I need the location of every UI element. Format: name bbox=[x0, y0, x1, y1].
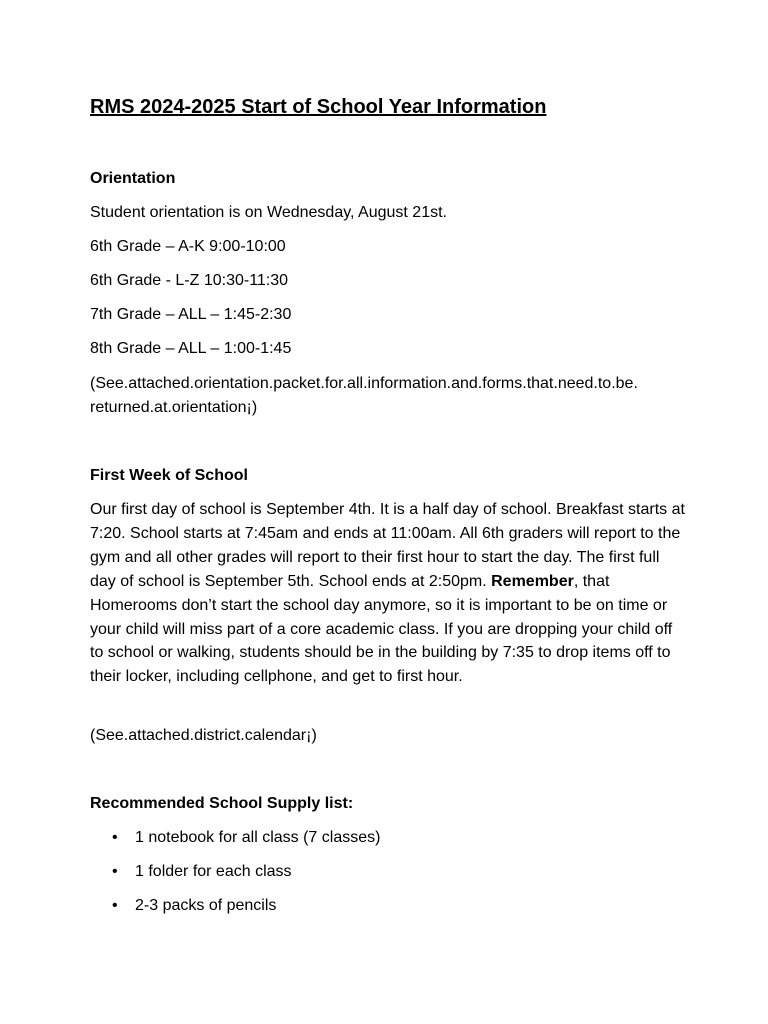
orientation-7th-line: 7th Grade – ALL – 1:45-2:30 bbox=[90, 306, 292, 323]
first-week-text-part-2: , that Homerooms don’t start the school day anymore, so it is important to be on time or your child will miss part of a core academic class. If you are dropping your child off to school or walking, students should be in the building by 7:35 to drop items off to their locker, including cellphone, and get to first hour. bbox=[90, 572, 673, 686]
calendar-note: (See.attached.district.calendar¡) bbox=[90, 727, 317, 744]
supplies-heading: Recommended School Supply list: bbox=[90, 795, 354, 812]
orientation-6th-ak-line: 6th Grade – A-K 9:00-10:00 bbox=[90, 238, 286, 255]
supply-item-text: 1 folder for each class bbox=[135, 863, 292, 880]
supply-item-text: 1 notebook for all class (7 classes) bbox=[135, 829, 381, 846]
bullet-icon: • bbox=[112, 829, 118, 846]
orientation-note-line-2: returned.at.orientation¡) bbox=[90, 399, 258, 416]
bullet-icon: • bbox=[112, 863, 118, 880]
orientation-8th-line: 8th Grade – ALL – 1:00-1:45 bbox=[90, 340, 292, 357]
first-week-text-part-1: Our first day of school is September 4th. It is a half day of school. Breakfast starts at 7:20. School starts at 7:45am and ends at 11:00am. All 6th graders will report to the gym and all other grades will report to their first hour to start the day. The first full day of school is September 5th. School ends at 2:50pm. bbox=[90, 501, 685, 590]
document-title: RMS 2024-2025 Start of School Year Information bbox=[90, 96, 547, 118]
remember-bold-text: Remember bbox=[491, 572, 574, 590]
first-week-paragraph bbox=[90, 498, 686, 689]
orientation-note-line-1: (See.attached.orientation.packet.for.all.information.and.forms.that.need.to.be. bbox=[90, 375, 638, 392]
orientation-6th-lz-line: 6th Grade - L-Z 10:30-11:30 bbox=[90, 272, 289, 289]
first-week-heading: First Week of School bbox=[90, 467, 248, 484]
supply-item-text: 2-3 packs of pencils bbox=[135, 897, 277, 914]
orientation-date-line: Student orientation is on Wednesday, August 21st. bbox=[90, 204, 447, 221]
orientation-heading: Orientation bbox=[90, 170, 176, 187]
bullet-icon: • bbox=[112, 897, 118, 914]
